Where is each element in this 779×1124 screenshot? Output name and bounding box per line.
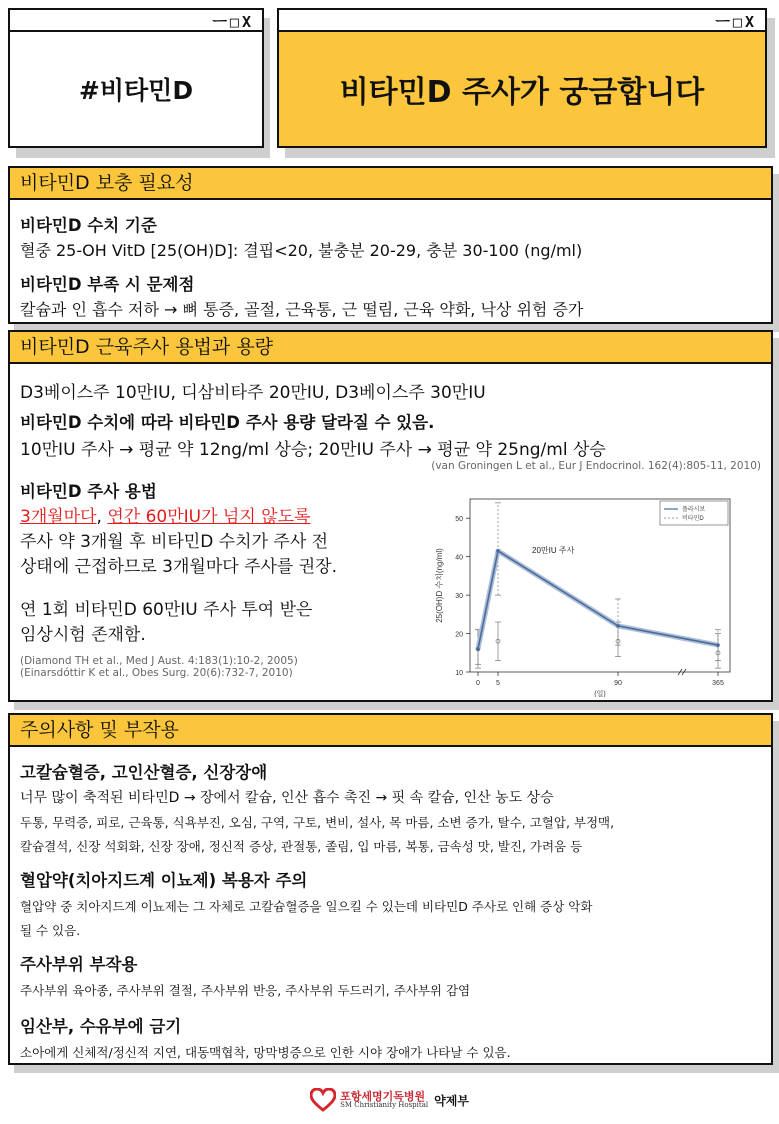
dose-citation: (van Groningen L et al., Eur J Endocrinol. 162(4):805-11, 2010) [431,460,761,472]
window-controls[interactable]: ㅡ□X [715,13,757,31]
vitamin-d-band [478,551,718,649]
section-caution [8,713,773,1065]
legend-label: 비타민D [682,516,704,522]
vitamin-d-point [616,624,620,628]
footer [0,1083,779,1117]
section-need [8,166,773,324]
tag-window-titlebar [10,10,262,32]
citation-1: (Diamond TH et al., Med J Aust. 4:183(1):10-2, 2005) [20,655,298,667]
usage-line-2: 상태에 근접하므로 3개월마다 주사를 권장. [20,557,338,577]
section-header: 비타민D 보충 필요성 [10,168,771,200]
trial-line-2: 임상시험 존재함. [20,625,146,645]
y-tick-label: 20 [455,631,463,639]
dose-title: 비타민D 수치에 따라 비타민D 주사 용량 달라질 수 있음. [20,413,435,432]
vitamin-d-chart [430,487,770,697]
section-header: 비타민D 근육주사 용법과 용량 [10,332,771,364]
y-tick-label: 30 [455,593,463,601]
y-tick-label: 10 [455,670,463,677]
window-controls[interactable]: ㅡ□X [212,13,254,31]
usage-highlight [20,502,410,527]
problem-text: 칼슘과 인 흡수 저하 → 뼈 통증, 골절, 근육통, 근 떨림, 근육 약화, 낙상 위험 증가 [20,300,584,319]
department: 약제부 [434,1093,469,1108]
hospital-name-en: SM Christianity Hospital [340,1101,429,1110]
tag-window [8,8,264,148]
usage-red-2: 연간 60만IU가 넘지 않도록 [107,507,311,527]
trial-line-1: 연 1회 비타민D 60만IU 주사 투여 받은 [20,600,313,620]
x-tick-label: 90 [614,680,622,687]
vitamin-d-line [478,551,718,649]
dose-text: 10만IU 주사 → 평균 약 12ng/ml 상승; 20만IU 주사 → 평균 약 25ng/ml 상승 [20,440,606,460]
legend-label: 플라시보 [682,507,706,513]
caution-line: 칼슘결석, 신장 석회화, 신장 장애, 정신적 증상, 관절통, 졸림, 입 마름, 복통, 금속성 맛, 발진, 가려움 등 [20,839,583,854]
chart-annotation: 20만IU 주사 [532,545,575,555]
level-text: 혈중 25-OH VitD [25(OH)D]: 결핍<20, 불충분 20-29, 충분 30-100 (ng/ml) [20,241,583,260]
x-axis-label: (일) [594,691,606,697]
caution-line: 소아에게 신체적/정신적 지연, 대동맥협착, 망막병증으로 인한 시야 장애가 나타날 수 있음. [20,1045,511,1060]
page-title: 비타민D 주사가 궁금합니다 [339,75,705,110]
caution-line: 너무 많이 축적된 비타민D → 장에서 칼슘, 인산 흡수 촉진 → 핏 속 칼슘, 인산 농도 상승 [20,790,554,806]
title-window-titlebar [279,10,765,32]
products-text: D3베이스주 10만IU, 디삼비타주 20만IU, D3베이스주 30만IU [20,383,486,403]
section-dosage [8,330,773,702]
vitamin-d-point [496,549,500,553]
vitamin-d-point [476,647,480,651]
usage-sep: , [96,507,108,527]
caution-title: 임산부, 수유부에 금기 [20,1017,182,1036]
y-tick-label: 40 [455,554,463,562]
caution-title: 혈압약(치아지드계 이뇨제) 복용자 주의 [20,871,308,890]
caution-line: 주사부위 육아종, 주사부위 결절, 주사부위 반응, 주사부위 두드러기, 주사부위 감염 [20,983,471,998]
x-tick-label: 0 [476,680,480,687]
caution-line: 될 수 있음. [20,923,81,938]
vitamin-d-point [716,643,720,647]
tag-title: #비타민D [78,76,194,105]
caution-line: 혈압약 중 치아지드계 이뇨제는 그 자체로 고칼슘혈증을 일으킬 수 있는데 비타민D 주사로 인해 증상 악화 [20,899,593,914]
level-title: 비타민D 수치 기준 [20,216,157,235]
caution-title: 고칼슘혈증, 고인산혈증, 신장장애 [20,763,268,782]
x-tick-label: 5 [496,680,500,687]
x-tick-label: 365 [712,680,724,687]
problem-title: 비타민D 부족 시 문제점 [20,275,195,294]
usage-red-1: 3개월마다 [20,507,97,527]
usage-line-1: 주사 약 3개월 후 비타민D 수치가 주사 전 [20,532,329,552]
citation-2: (Einarsdóttir K et al., Obes Surg. 20(6):732-7, 2010) [20,667,293,679]
usage-title: 비타민D 주사 용법 [20,482,157,501]
heart-logo-icon [310,1088,336,1112]
hospital-name-kr: 포항세명기독병원 [340,1089,426,1103]
y-tick-label: 50 [455,516,463,524]
y-axis-label: 25(OH)D 수치(ng/ml) [435,548,444,623]
section-header: 주의사항 및 부작용 [10,715,771,747]
caution-line: 두통, 무력증, 피로, 근육통, 식욕부진, 오심, 구역, 구토, 변비, 설사, 목 마름, 소변 증가, 탈수, 고혈압, 부정맥, [20,815,615,830]
caution-title: 주사부위 부작용 [20,955,138,974]
title-window [277,8,767,148]
